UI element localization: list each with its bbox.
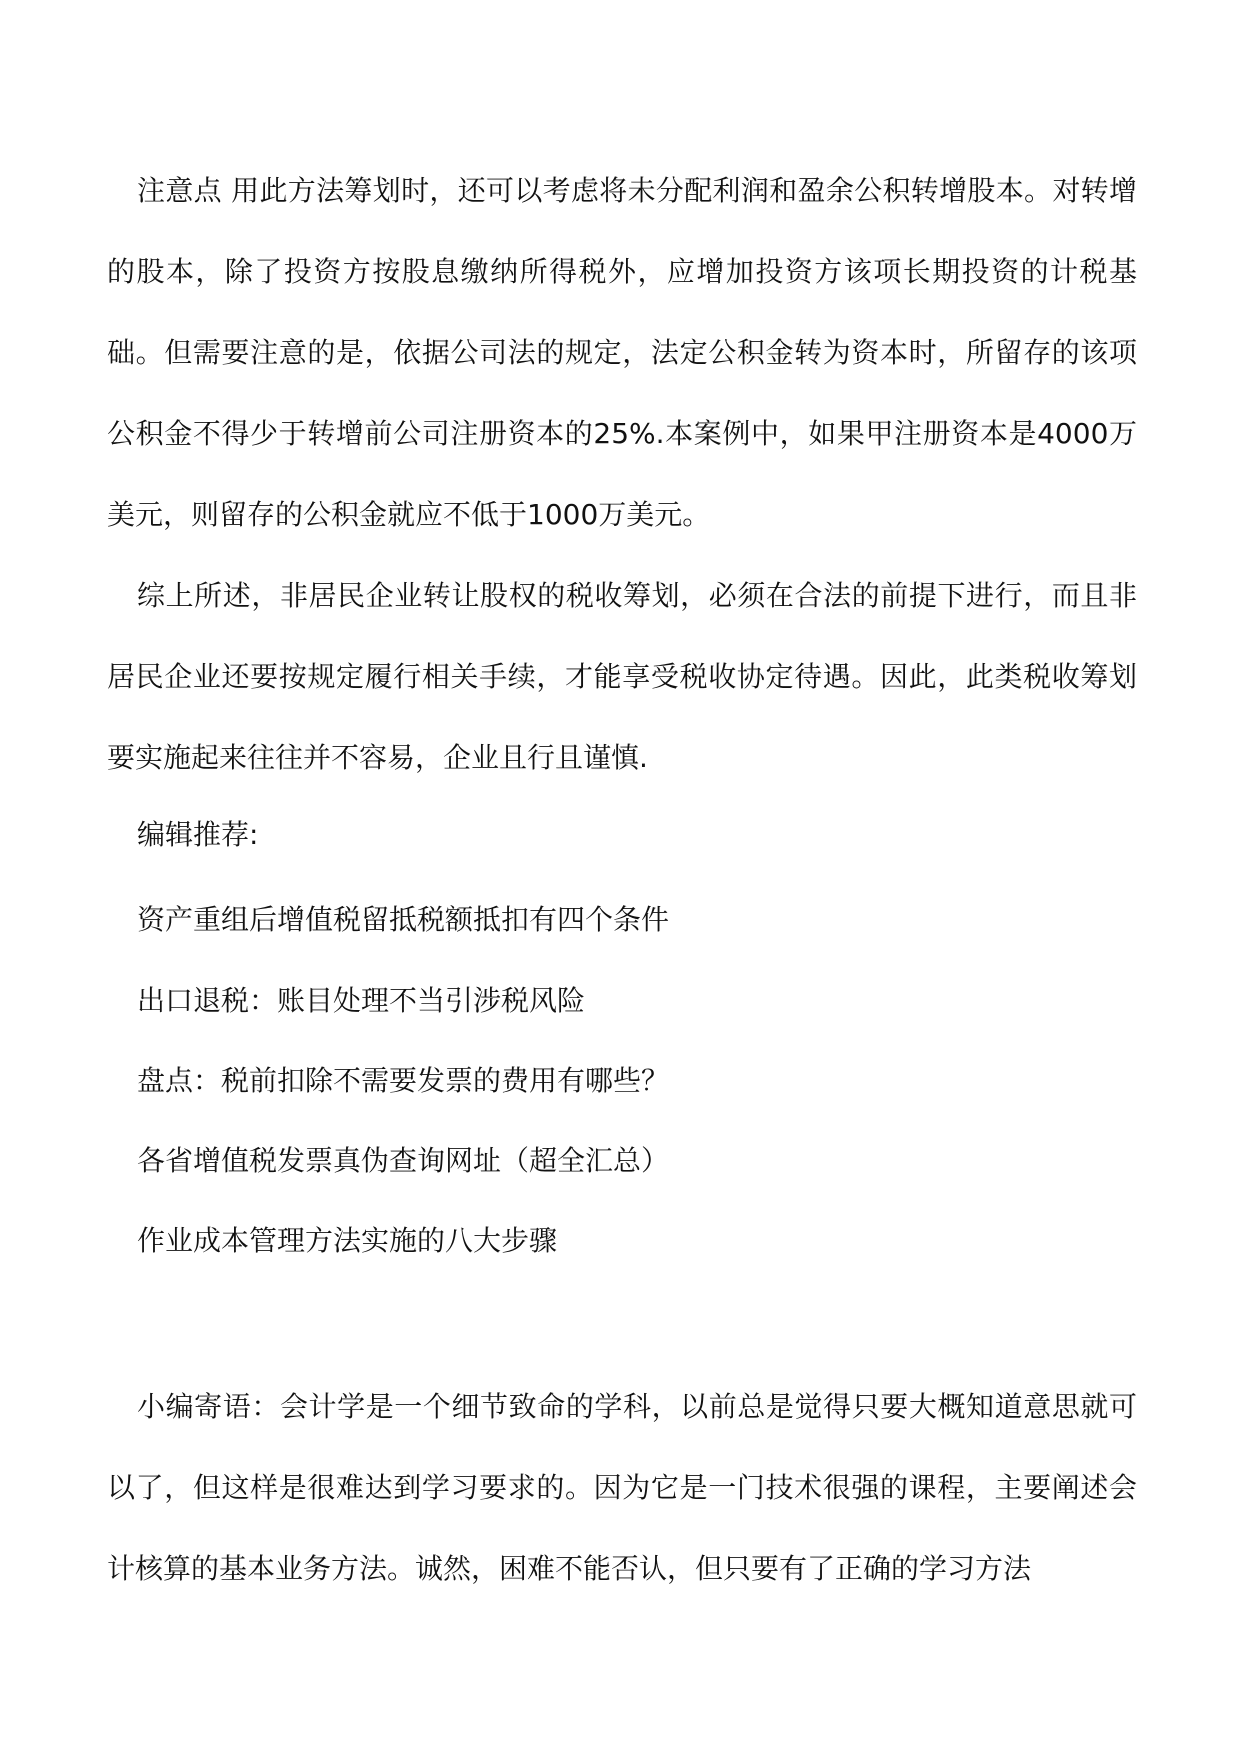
recommend-link[interactable]: 作业成本管理方法实施的八大步骤	[137, 1224, 558, 1257]
recommend-link[interactable]: 盘点：税前扣除不需要发票的费用有哪些？	[137, 1064, 670, 1097]
paragraph-note-point: 注意点 用此方法筹划时，还可以考虑将未分配利润和盈余公积转增股本。对转增的股本，除了投资方按股息缴纳所得税外，应增加投资方该项长期投资的计税基础。但需要注意的是，依据公司法的规定，法定公积金转为资本时，所留存的该项公积金不得少于转增前公司注册资本的25%.本案例中，如果甲注册资本是4000万美元，则留存的公积金就应不低于1000万美元。	[107, 174, 1137, 531]
recommend-link[interactable]: 资产重组后增值税留抵税额抵扣有四个条件	[137, 903, 670, 936]
paragraph-summary: 综上所述，非居民企业转让股权的税收筹划，必须在合法的前提下进行，而且非居民企业还要按规定履行相关手续，才能享受税收协定待遇。因此，此类税收筹划要实施起来往往并不容易，企业且行且谨慎.	[107, 579, 1137, 774]
paragraph-editor-note: 小编寄语：会计学是一个细节致命的学科，以前总是觉得只要大概知道意思就可以了，但这样是很难达到学习要求的。因为它是一门技术很强的课程，主要阐述会计核算的基本业务方法。诚然，困难不能否认，但只要有了正确的学习方法	[107, 1390, 1137, 1585]
recommend-link[interactable]: 各省增值税发票真伪查询网址（超全汇总）	[137, 1144, 670, 1177]
recommend-link[interactable]: 出口退税：账目处理不当引涉税风险	[137, 984, 586, 1017]
recommend-heading: 编辑推荐:	[137, 818, 259, 851]
